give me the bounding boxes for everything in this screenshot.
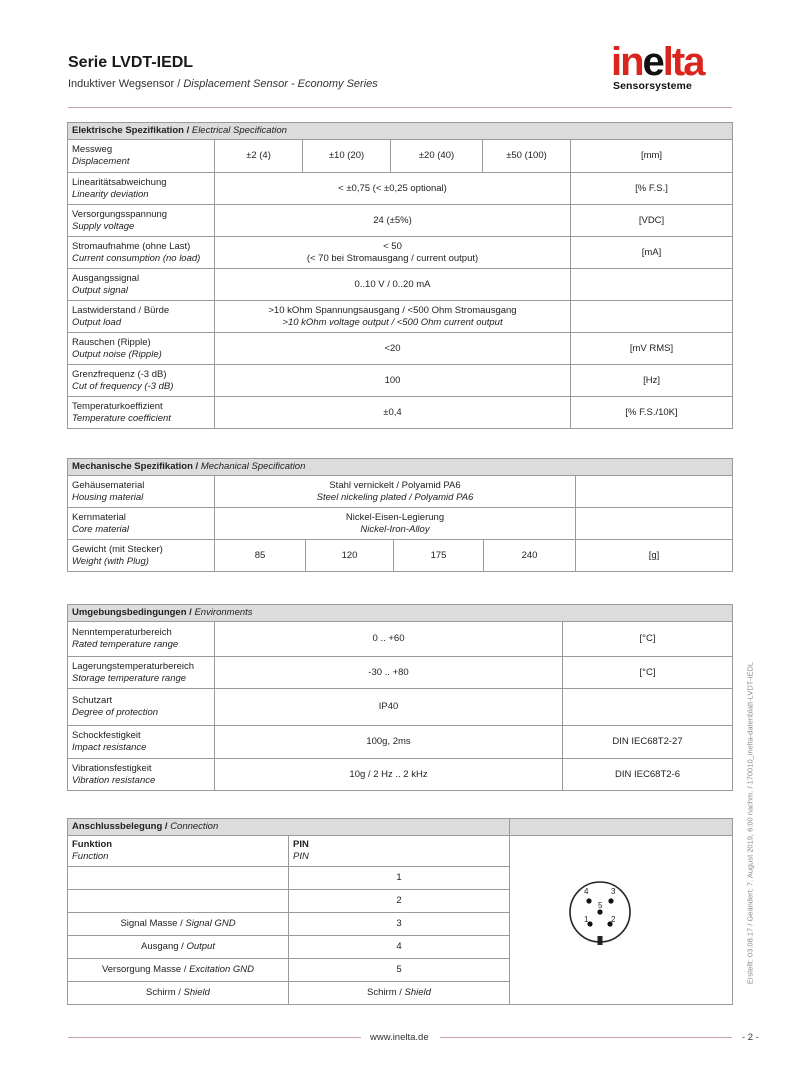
pin-5-dot — [597, 909, 602, 914]
subtitle-en: Displacement Sensor - Economy Series — [183, 78, 378, 90]
table-row: 1 — [68, 867, 733, 890]
logo-tagline: Sensorsysteme — [613, 80, 692, 92]
table-row: Versorgung Masse / Excitation GND 5 — [68, 959, 733, 982]
table-row: Lastwiderstand / Bürde Output load >10 kOhm Spannungsausgang / <500 Ohm Stromausgang >10 kOhm voltage output / <500 Ohm current output — [68, 301, 733, 333]
table-row: Kernmaterial Core material Nickel-Eisen-Legierung Nickel-Iron-Alloy — [68, 508, 733, 540]
connection-table — [67, 818, 733, 1005]
table-row: Messweg Displacement ±2 (4) ±10 (20) ±20 (40) ±50 (100) [mm] — [68, 140, 733, 173]
table-row: Vibrationsfestigkeit Vibration resistance 10g / 2 Hz .. 2 kHz DIN IEC68T2-6 — [68, 759, 733, 791]
table-row: Nenntemperaturbereich Rated temperature range 0 .. +60 [°C] — [68, 622, 733, 657]
table-row: Signal Masse / Signal GND 3 — [68, 913, 733, 936]
pin-5-label: 5 — [598, 901, 603, 910]
table-row: Gehäusematerial Housing material Stahl vernickelt / Polyamid PA6 Steel nickeling plated / Polyamid PA6 — [68, 476, 733, 508]
table-row: Temperaturkoeffizient Temperature coefficient ±0,4 [% F.S./10K] — [68, 397, 733, 429]
pin-4-label: 4 — [584, 887, 589, 896]
electrical-spec-header: Elektrische Spezifikation / Electrical Specification — [68, 123, 733, 140]
pin-1-label: 1 — [584, 915, 589, 924]
side-note: Erstellt: 03.08.17 / Geändert: 7. August 2019, 6:00 nachm. / 170010_inelta-datenblatt-LVDT-IEDL — [745, 661, 755, 984]
pin-3-dot — [608, 898, 613, 903]
table-row: Schirm / Shield Schirm / Shield — [68, 982, 733, 1005]
pin-3-label: 3 — [611, 887, 616, 896]
table-row: Rauschen (Ripple) Output noise (Ripple) <20 [mV RMS] — [68, 333, 733, 365]
connection-header: Anschlussbelegung / Connection — [68, 819, 510, 836]
pin-2-label: 2 — [611, 915, 616, 924]
page-number: - 2 - — [742, 1032, 759, 1043]
table-row: Ausgangssignal Output signal 0..10 V / 0..20 mA — [68, 269, 733, 301]
mechanical-spec-header: Mechanische Spezifikation / Mechanical Specification — [68, 459, 733, 476]
table-row: Schockfestigkeit Impact resistance 100g, 2ms DIN IEC68T2-27 — [68, 726, 733, 759]
table-row: Schutzart Degree of protection IP40 — [68, 689, 733, 726]
table-row: 2 — [68, 890, 733, 913]
pin-4-dot — [586, 898, 591, 903]
connector-pinout-diagram — [567, 864, 633, 952]
subtitle-de: Induktiver Wegsensor / — [68, 78, 184, 90]
table-row: Linearitätsabweichung Linearity deviation < ±0,75 (< ±0,25 optional) [% F.S.] — [68, 173, 733, 205]
table-row: Stromaufnahme (ohne Last) Current consumption (no load) < 50 (< 70 bei Stromausgang / current output) [mA] — [68, 237, 733, 269]
table-row: Grenzfrequenz (-3 dB) Cut of frequency (-3 dB) 100 [Hz] — [68, 365, 733, 397]
inelta-logo: inelta Sensorsysteme — [611, 40, 704, 92]
electrical-spec-table — [67, 122, 733, 429]
page-title: Serie LVDT-IEDL — [68, 54, 194, 71]
footer-url[interactable]: www.inelta.de — [370, 1032, 429, 1043]
footer-divider-right — [440, 1037, 732, 1038]
table-row: Funktion Function PIN PIN — [68, 836, 733, 867]
table-row: Ausgang / Output 4 — [68, 936, 733, 959]
table-row: Versorgungsspannung Supply voltage 24 (±5%) [VDC] — [68, 205, 733, 237]
table-row: Lagerungstemperaturbereich Storage temperature range -30 .. +80 [°C] — [68, 657, 733, 689]
mechanical-spec-table — [67, 458, 733, 572]
page-subtitle — [68, 78, 378, 90]
environment-header: Umgebungsbedingungen / Environments — [68, 605, 733, 622]
table-row: Gewicht (mit Stecker) Weight (with Plug) 85 120 175 240 [g] — [68, 540, 733, 572]
footer-divider-left — [68, 1037, 361, 1038]
header-divider — [68, 107, 732, 108]
environment-table — [67, 604, 733, 791]
connector-key — [598, 936, 603, 945]
